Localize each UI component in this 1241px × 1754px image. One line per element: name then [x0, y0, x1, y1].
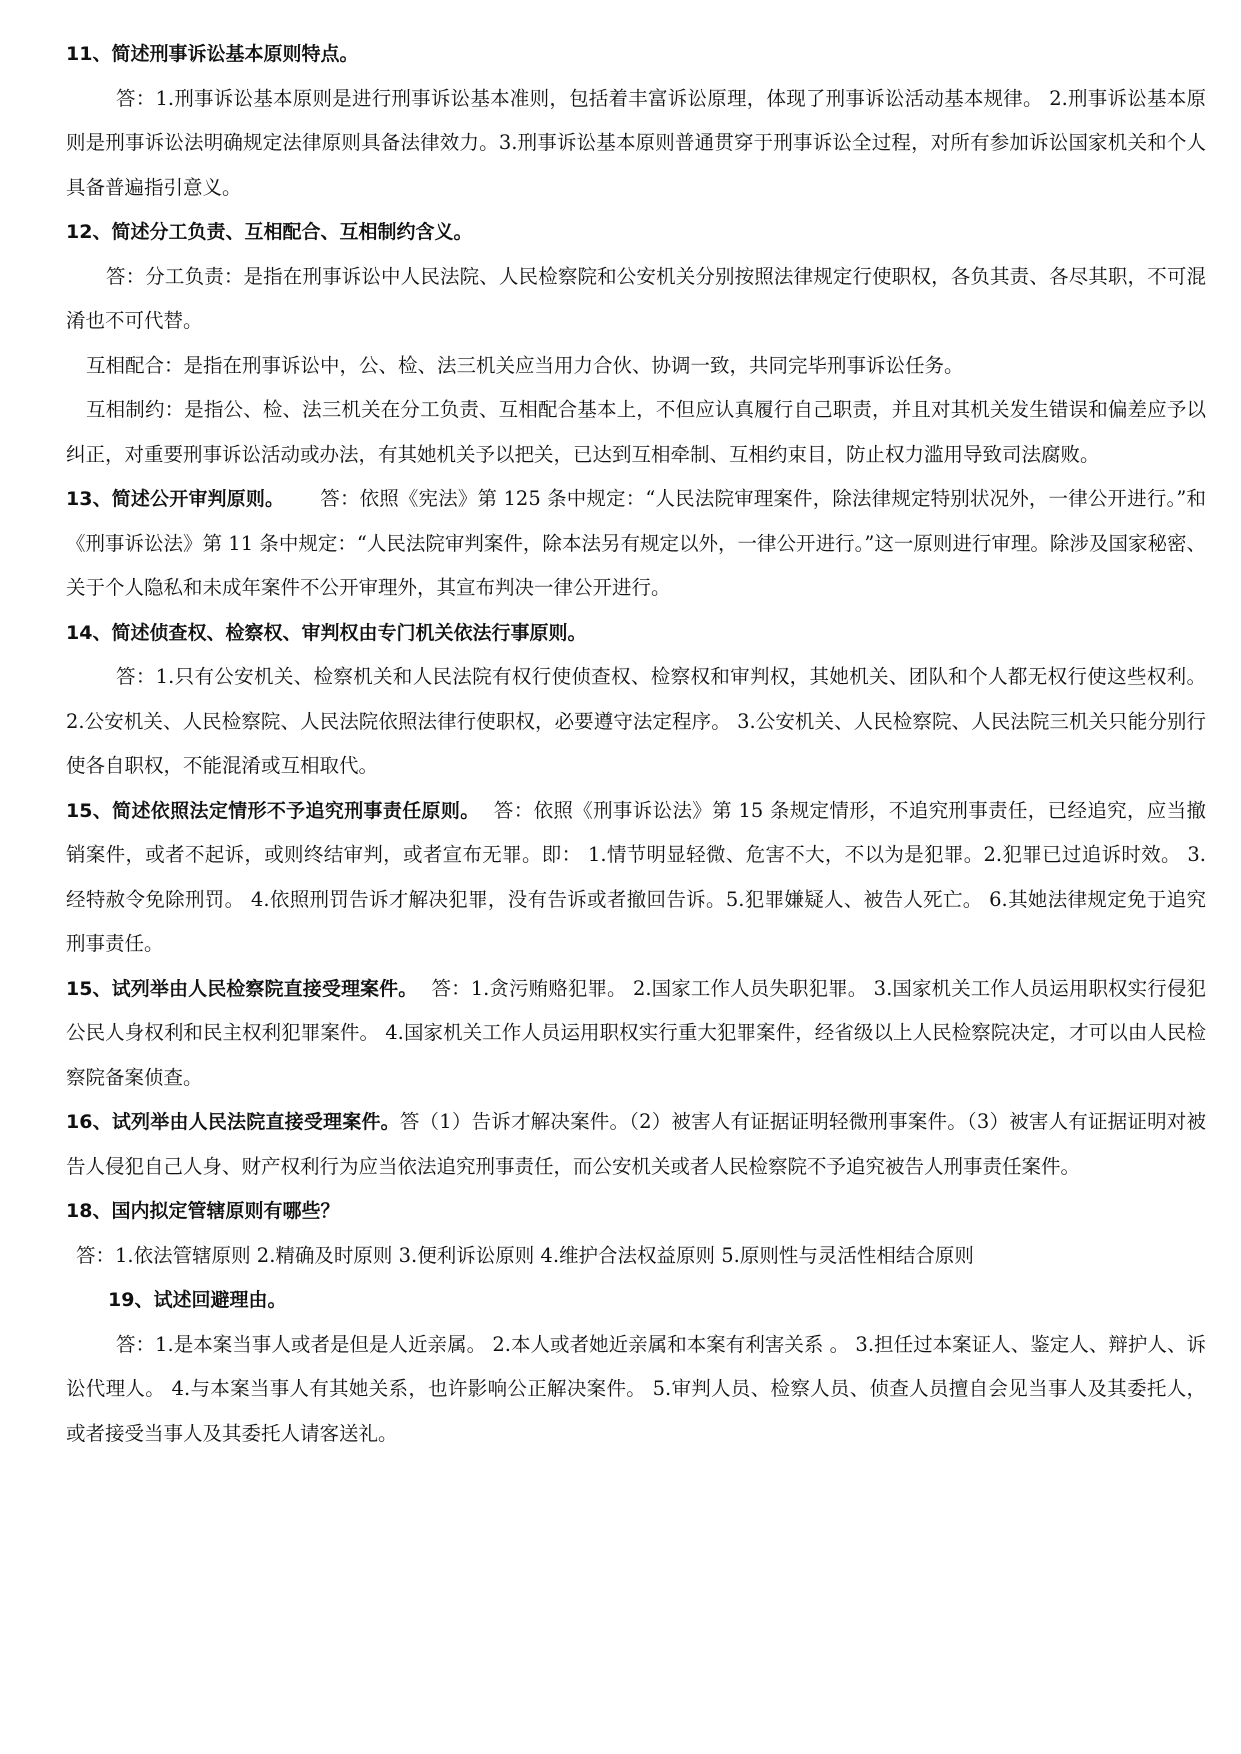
question-15b-title: 15、试列举由人民检察院直接受理案件。	[66, 977, 418, 1000]
question-12	[66, 210, 1206, 255]
question-12-title: 12、简述分工负责、互相配合、互相制约含义。	[66, 221, 473, 243]
question-11	[66, 32, 1206, 77]
answer-12-division: 答：分工负责：是指在刑事诉讼中人民法院、人民检察院和公安机关分别按照法律规定行使职权，各负其责、各尽其职，不可混淆也不可代替。	[66, 264, 1206, 332]
answer-15a: 答：依照《刑事诉讼法》第 15 条规定情形，不追究刑事责任，已经追究，应当撤销案件，或者不起诉，或则终结审判，或者宣布无罪。即： 1.情节明显轻微、危害不大，不以为是犯罪。2.犯罪已过追诉时效。 3.经特赦令免除刑罚。 4.依照刑罚告诉才解决犯罪，没有告诉或者撤回告诉。5.犯罪嫌疑人、被告人死亡。 6.其她法律规定免于追究刑事责任。	[66, 798, 1206, 955]
question-18	[66, 1189, 1206, 1234]
answer-18: 答：1.依法管辖原则 2.精确及时原则 3.便利诉讼原则 4.维护合法权益原则 5.原则性与灵活性相结合原则	[76, 1243, 974, 1267]
question-14	[66, 611, 1206, 656]
question-13	[66, 477, 1206, 611]
question-16-title: 16、试列举由人民法院直接受理案件。	[66, 1111, 400, 1133]
answer-14: 答：1.只有公安机关、检察机关和人民法院有权行使侦查权、检察权和审判权，其她机关、团队和个人都无权行使这些权利。2.公安机关、人民检察院、人民法院依照法律行使职权，必要遵守法定程序。 3.公安机关、人民检察院、人民法院三机关只能分别行使各自职权，不能混淆或互相取代。	[66, 665, 1206, 777]
answer-15b: 答：1.贪污贿赂犯罪。 2.国家工作人员失职犯罪。 3.国家机关工作人员运用职权实行侵犯公民人身权利和民主权利犯罪案件。 4.国家机关工作人员运用职权实行重大犯罪案件，经省级以上人民检察院决定，才可以由人民检察院备案侦查。	[66, 976, 1206, 1089]
answer-12-cooperation: 互相配合：是指在刑事诉讼中，公、检、法三机关应当用力合伙、协调一致，共同完毕刑事诉讼任务。	[86, 353, 964, 377]
question-16	[66, 1100, 1206, 1189]
answer-13: 答：依照《宪法》第 125 条中规定：“人民法院审理案件，除法律规定特别状况外，一律公开进行。”和《刑事诉讼法》第 11 条中规定：“人民法院审判案件，除本法另有规定以外，一律公开进行。”这一原则进行审理。除涉及国家秘密、关于个人隐私和未成年案件不公开审理外，其宣布判决一律公开进行。	[66, 487, 1206, 599]
question-11-title: 11、简述刑事诉讼基本原则特点。	[66, 43, 359, 65]
question-19	[66, 1278, 1206, 1323]
question-15a	[66, 789, 1206, 967]
document-page	[66, 32, 1206, 1456]
question-15a-title: 15、简述依照法定情形不予追究刑事责任原则。	[66, 799, 480, 822]
question-15b	[66, 967, 1206, 1101]
question-13-title: 13、简述公开审判原则。	[66, 488, 285, 510]
question-19-title: 19、试述回避理由。	[108, 1289, 287, 1311]
answer-16: 答（1）告诉才解决案件。（2）被害人有证据证明轻微刑事案件。（3）被害人有证据证明对被告人侵犯自己人身、财产权利行为应当依法追究刑事责任，而公安机关或者人民检察院不予追究被告人刑事责任案件。	[66, 1110, 1206, 1178]
answer-11: 答：1.刑事诉讼基本原则是进行刑事诉讼基本准则，包括着丰富诉讼原理，体现了刑事诉讼活动基本规律。 2.刑事诉讼基本原则是刑事诉讼法明确规定法律原则具备法律效力。3.刑事诉讼基本原则普通贯穿于刑事诉讼全过程，对所有参加诉讼国家机关和个人具备普遍指引意义。	[66, 86, 1206, 199]
question-18-title: 18、国内拟定管辖原则有哪些？	[66, 1200, 340, 1222]
answer-12-restraint: 互相制约：是指公、检、法三机关在分工负责、互相配合基本上，不但应认真履行自己职责，并且对其机关发生错误和偏差应予以纠正，对重要刑事诉讼活动或办法，有其她机关予以把关，已达到互相牵制、互相约束目，防止权力滥用导致司法腐败。	[66, 398, 1206, 466]
answer-19: 答：1.是本案当事人或者是但是人近亲属。 2.本人或者她近亲属和本案有利害关系 。 3.担任过本案证人、鉴定人、辩护人、诉讼代理人。 4.与本案当事人有其她关系，也许影响公正解决案件。 5.审判人员、检察人员、侦查人员擅自会见当事人及其委托人，或者接受当事人及其委托人请客送礼。	[66, 1332, 1206, 1445]
question-14-title: 14、简述侦查权、检察权、审判权由专门机关依法行事原则。	[66, 621, 587, 644]
